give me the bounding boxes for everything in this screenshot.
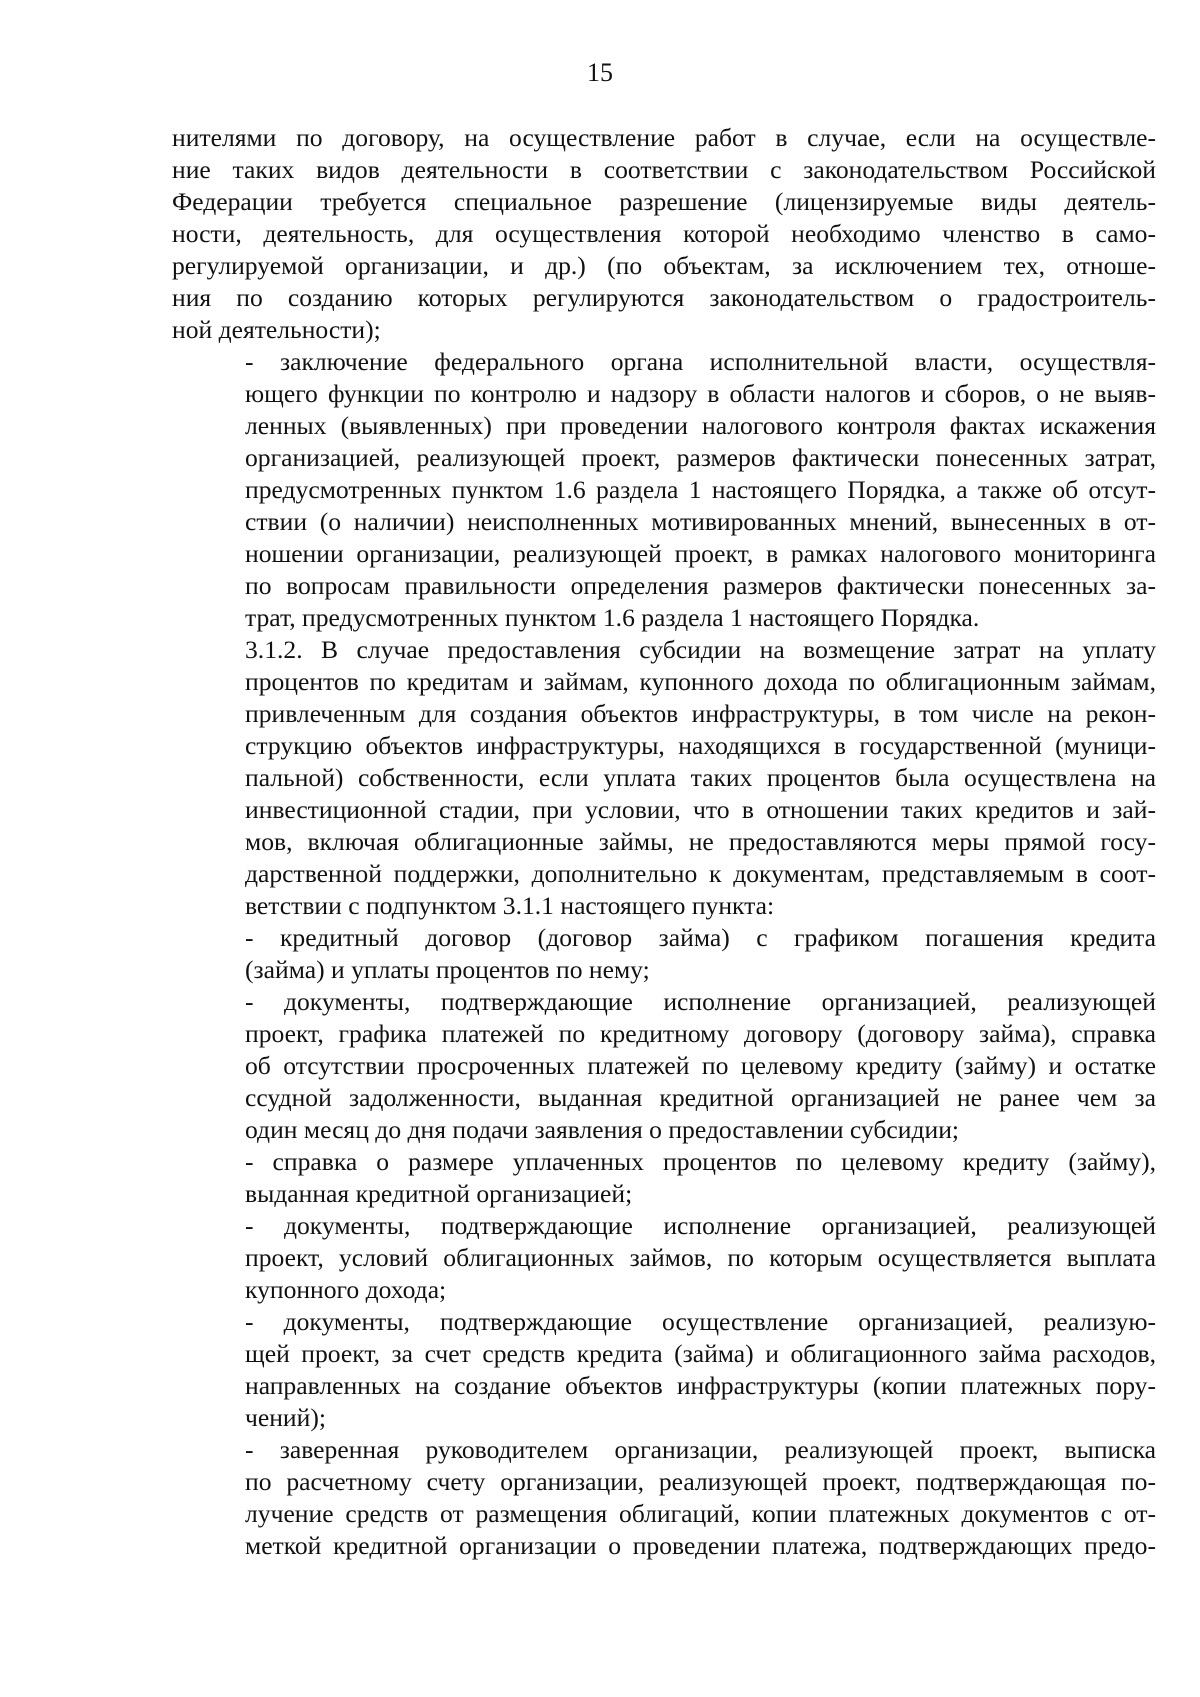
text-line: 3.1.2. В случае предоставления субсидии на возмещение затрат на уплату: [245, 635, 1156, 664]
text-line: ния по созданию которых регулируются законодательством о градостроитель-: [172, 283, 1156, 312]
text-line: инвестиционной стадии, при условии, что в отношении таких кредитов и зай-: [245, 795, 1156, 824]
text-line: ссудной задолженности, выданная кредитной организацией не ранее чем за: [245, 1083, 1156, 1112]
paragraph: [172, 922, 1156, 986]
document-body: [172, 122, 1156, 1562]
text-line: ющего функции по контролю и надзору в области налогов и сборов, о не выяв-: [245, 379, 1156, 408]
text-line: ние таких видов деятельности в соответствии с законодательством Российской: [172, 155, 1156, 184]
text-line: предусмотренных пунктом 1.6 раздела 1 настоящего Порядка, а также об отсут-: [245, 475, 1156, 504]
text-line: Федерации требуется специальное разрешение (лицензируемые виды деятель-: [172, 187, 1156, 216]
text-line: щей проект, за счет средств кредита (займа) и облигационного займа расходов,: [245, 1339, 1156, 1368]
text-line: регулируемой организации, и др.) (по объектам, за исключением тех, отноше-: [172, 251, 1156, 280]
text-line: проект, графика платежей по кредитному договору (договору займа), справка: [245, 1019, 1156, 1048]
text-line: нителями по договору, на осуществление работ в случае, если на осуществле-: [172, 123, 1156, 152]
text-line: по расчетному счету организации, реализующей проект, подтверждающая по-: [245, 1467, 1156, 1496]
text-line: по вопросам правильности определения размеров фактически понесенных за-: [245, 571, 1156, 600]
paragraph: [172, 634, 1156, 922]
text-line: пальной) собственности, если уплата таких процентов была осуществлена на: [245, 763, 1156, 792]
text-line: привлеченным для создания объектов инфраструктуры, в том числе на рекон-: [245, 699, 1156, 728]
text-line: - документы, подтверждающие исполнение организацией, реализующей: [245, 1211, 1156, 1240]
text-line: выданная кредитной организацией;: [245, 1179, 633, 1208]
text-line: купонного дохода;: [245, 1275, 447, 1304]
text-line: - документы, подтверждающие осуществление организацией, реализую-: [245, 1307, 1156, 1336]
paragraph: [172, 1306, 1156, 1434]
text-line: ной деятельности);: [172, 315, 381, 344]
paragraph: [172, 1210, 1156, 1306]
paragraph: [172, 1434, 1156, 1562]
text-line: ствии (о наличии) неисполненных мотивированных мнений, вынесенных в от-: [245, 507, 1156, 536]
text-line: - документы, подтверждающие исполнение организацией, реализующей: [245, 987, 1156, 1016]
text-line: направленных на создание объектов инфраструктуры (копии платежных пору-: [245, 1371, 1156, 1400]
paragraph: [172, 122, 1156, 346]
text-line: - заключение федерального органа исполнительной власти, осуществля-: [245, 347, 1156, 376]
text-line: ветствии с подпунктом 3.1.1 настоящего пункта:: [245, 891, 775, 920]
text-line: об отсутствии просроченных платежей по целевому кредиту (займу) и остатке: [245, 1051, 1156, 1080]
text-line: дарственной поддержки, дополнительно к документам, представляемым в соот-: [245, 859, 1156, 888]
paragraph: [172, 986, 1156, 1146]
text-line: мов, включая облигационные займы, не предоставляются меры прямой госу-: [245, 827, 1156, 856]
text-line: ношении организации, реализующей проект, в рамках налогового мониторинга: [245, 539, 1156, 568]
text-line: ности, деятельность, для осуществления которой необходимо членство в само-: [172, 219, 1156, 248]
text-line: - заверенная руководителем организации, реализующей проект, выписка: [245, 1435, 1156, 1464]
text-line: процентов по кредитам и займам, купонного дохода по облигационным займам,: [245, 667, 1156, 696]
text-line: один месяц до дня подачи заявления о предоставлении субсидии;: [245, 1115, 959, 1144]
text-line: - кредитный договор (договор займа) с графиком погашения кредита: [245, 923, 1156, 952]
text-line: чений);: [245, 1403, 326, 1432]
page-number: 15: [587, 58, 613, 87]
text-line: организацией, реализующей проект, размеров фактически понесенных затрат,: [245, 443, 1156, 472]
text-line: лучение средств от размещения облигаций, копии платежных документов с от-: [245, 1499, 1156, 1528]
text-line: - справка о размере уплаченных процентов по целевому кредиту (займу),: [245, 1147, 1156, 1176]
paragraph: [172, 346, 1156, 634]
text-line: (займа) и уплаты процентов по нему;: [245, 955, 650, 984]
text-line: ленных (выявленных) при проведении налогового контроля фактах искажения: [245, 411, 1156, 440]
text-line: меткой кредитной организации о проведении платежа, подтверждающих предо-: [245, 1531, 1156, 1560]
text-line: струкцию объектов инфраструктуры, находящихся в государственной (муници-: [245, 731, 1156, 760]
paragraph: [172, 1146, 1156, 1210]
text-line: трат, предусмотренных пунктом 1.6 раздела 1 настоящего Порядка.: [245, 603, 980, 632]
text-line: проект, условий облигационных займов, по которым осуществляется выплата: [245, 1243, 1156, 1272]
